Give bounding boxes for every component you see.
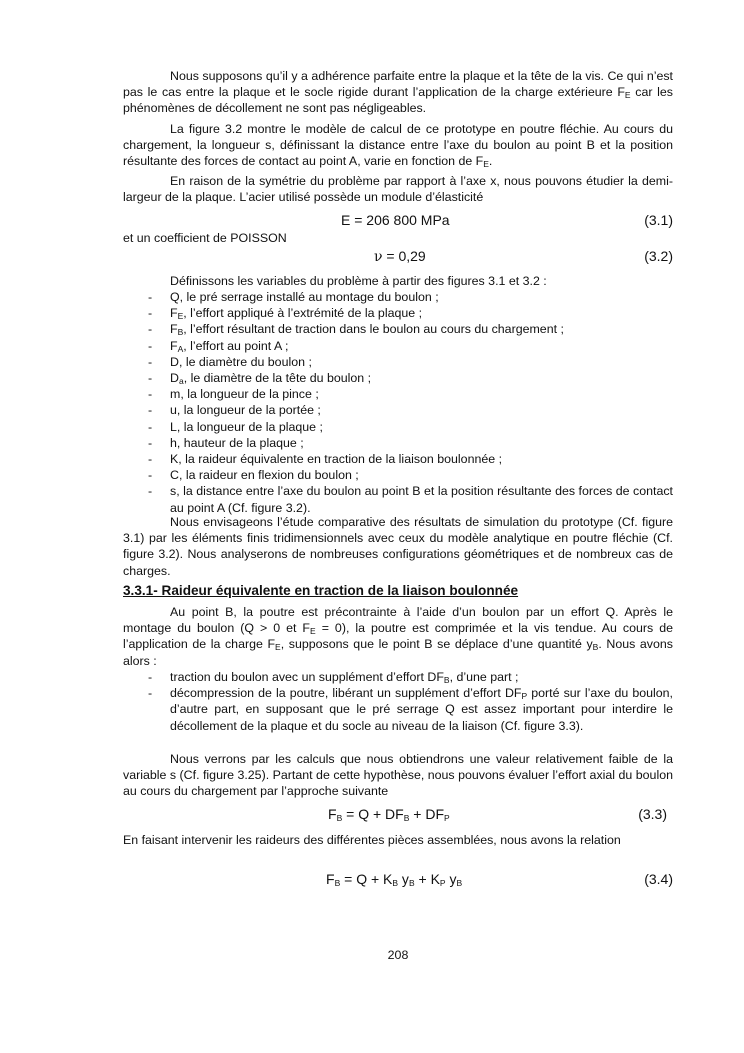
list-item: - s, la distance entre l’axe du boulon au point B et la position résultante des forces de contact au point A (Cf. figure 3.2). (148, 484, 673, 515)
intro-paragraph-3: En raison de la symétrie du problème par rapport à l’axe x, nous pouvons étudier la demi-largeur de la plaque. L’acier utilisé possède un module d’élasticité (123, 174, 673, 205)
poisson-label: et un coefficient de POISSON (123, 231, 287, 245)
list-item: - $F_B$, l’effort résultant de traction dans le boulon au cours du chargement ; (148, 322, 564, 338)
list-item: - $F_A$, l’effort au point A ; (148, 338, 289, 354)
equation-formula: E = 206 800 MPa (341, 212, 450, 228)
list-item: - traction du boulon avec un supplément d’effort $DF_B$, d’une part ; (148, 670, 519, 685)
equation-3-2 (123, 248, 673, 268)
equation-3-4 (123, 871, 673, 891)
list-item: - K, la raideur équivalente en traction de la liaison boulonnée ; (148, 452, 503, 467)
effects-list (123, 669, 673, 734)
calculation-paragraph: Nous verrons par les calculs que nous obtiendrons une valeur relativement faible de la variable s (Cf. figure 3.25). Partant de cette hypothèse, nous pouvons évaluer l’effort axial du boulon au cours du chargement par l’approche suivante (123, 752, 673, 799)
equation-3-3 (123, 806, 673, 826)
list-item: - $F_E$, l’effort appliqué à l’extrémité de la plaque ; (148, 306, 423, 322)
list-item: - Q, le pré serrage installé au montage du boulon ; (148, 290, 439, 304)
variables-list (123, 289, 673, 516)
variables-intro: Définissons les variables du problème à partir des figures 3.1 et 3.2 : (170, 274, 547, 288)
intro-paragraph-2: La figure 3.2 montre le modèle de calcul de ce prototype en poutre fléchie. Au cours du chargement, la longueur s, définissant la distance entre l’axe du boulon au point B et la position résultante des forces de contact au point A, varie en fonction de $F_E$. (123, 122, 673, 170)
list-item: - u, la longueur de la portée ; (148, 403, 321, 418)
list-item: - h, hauteur de la plaque ; (148, 435, 304, 450)
equation-formula: ν = 0,29 (374, 248, 426, 265)
section-paragraph: Au point B, la poutre est précontrainte à l’aide d’un boulon par un effort Q. Après le montage du boulon (Q > 0 et $F_E = 0$), la poutre est comprimée et la vis tendue. Au cours de l’application de la charge $F_E$, supposons que le point B se déplace d’une quantité $y_B$. Nous avons alors : (123, 605, 673, 668)
equation-number: (3.1) (644, 212, 673, 228)
list-item: - D, le diamètre du boulon ; (148, 354, 312, 369)
section-title: 3.3.1- Raideur équivalente en traction de la liaison boulonnée (123, 583, 519, 598)
list-item: - L, la longueur de la plaque ; (148, 419, 323, 434)
equation-formula: $F_B = Q + K_B$ $y_B + K_P$ $y_B$ (326, 871, 463, 888)
stiffness-paragraph: En faisant intervenir les raideurs des différentes pièces assemblées, nous avons la relation (123, 833, 621, 847)
list-item: - C, la raideur en flexion du boulon ; (148, 468, 359, 483)
equation-3-1 (123, 212, 673, 232)
equation-number: (3.3) (638, 806, 667, 822)
page-number: 208 (387, 948, 409, 962)
comparison-paragraph: Nous envisageons l’étude comparative des résultats de simulation du prototype (Cf. figure 3.1) par les éléments finis tridimensionnels avec ceux du modèle analytique en poutre fléchie (Cf. figure 3.2). Nous analyserons de nombreuses configurations géométriques et de nombreux cas de charges. (123, 515, 673, 578)
intro-paragraph-1: Nous supposons qu’il y a adhérence parfaite entre la plaque et la tête de la vis. Ce qui n’est pas le cas entre la plaque et le socle rigide durant l’application de la charge extérieure $F_E$ car les phénomènes de décollement ne sont pas négligeables. (123, 69, 674, 116)
equation-formula: $F_B = Q + DF_B + DF_P$ (328, 806, 450, 823)
list-item: - $D_a$, le diamètre de la tête du boulon ; (148, 371, 372, 387)
equation-number: (3.4) (644, 871, 673, 887)
equation-number: (3.2) (644, 248, 673, 264)
list-item: - m, la longueur de la pince ; (148, 387, 319, 402)
list-item: - décompression de la poutre, libérant un supplément d’effort $DF_P$ porté sur l’axe du boulon, d’autre part, en supposant que le pré serrage Q est assez important pour interdire le décollement de la plaque et du socle au niveau de la liaison (Cf. figure 3.3). (148, 686, 673, 733)
